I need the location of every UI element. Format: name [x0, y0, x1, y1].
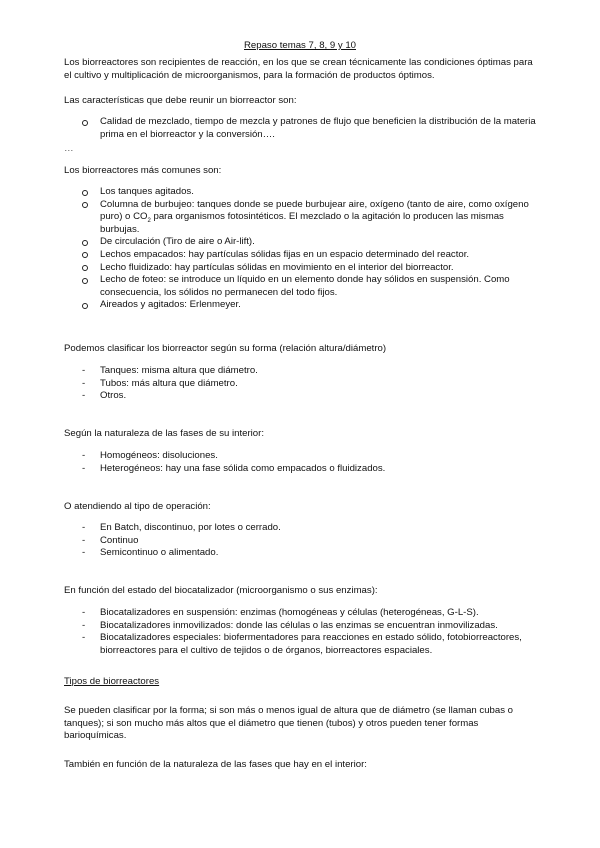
dash-bullet-icon: - — [82, 619, 86, 631]
dash-bullet-icon: - — [82, 632, 86, 644]
circle-bullet-icon — [82, 303, 88, 309]
list-item: - Semicontinuo o alimentado. — [82, 547, 219, 559]
page-title: Repaso temas 7, 8, 9 y 10 — [244, 40, 356, 51]
dash-bullet-icon: - — [82, 547, 86, 559]
biocat-list — [82, 607, 542, 657]
list-item: Columna de burbujeo: tanques donde se puede burbujear aire, oxígeno (tanto de aire, como oxígeno puro) o $CO_2$ para organismos fotosintéticos. El mezclado o la agitación lo producen las mismas burbujas. — [82, 199, 542, 237]
comunes-list — [82, 186, 542, 312]
list-item: Los tanques agitados. — [82, 186, 542, 199]
circle-bullet-icon — [82, 240, 88, 246]
list-item: - Biocatalizadores inmovilizados: donde las células o las enzimas se encuentran inmovilizadas. — [82, 619, 498, 631]
caracteristicas-list — [82, 116, 542, 141]
circle-bullet-icon — [82, 202, 88, 208]
forma-list — [82, 365, 542, 403]
list-item: - Tanques: misma altura que diámetro. — [82, 365, 258, 376]
list-item: Lecho fluidizado: hay partículas sólidas en movimiento en el interior del biorreactor. — [82, 262, 542, 275]
circle-bullet-icon — [82, 120, 88, 126]
comunes-heading: Los biorreactores más comunes son: — [64, 165, 222, 176]
fases-list — [82, 450, 542, 475]
dash-bullet-icon: - — [82, 534, 86, 546]
ellipsis-line: … — [64, 143, 74, 154]
caracteristicas-heading: Las características que debe reunir un biorreactor son: — [64, 95, 297, 106]
dash-bullet-icon: - — [82, 365, 86, 376]
list-item: Lechos empacados: hay partículas sólidas fijas en un espacio determinado del reactor. — [82, 249, 542, 262]
circle-bullet-icon — [82, 190, 88, 196]
biocat-heading: En función del estado del biocatalizador (microorganismo o sus enzimas): — [64, 585, 378, 596]
list-item: - Biocatalizadores en suspensión: enzimas (homogéneas y células (heterogéneas, G-L-S). — [82, 607, 479, 618]
list-item: Lecho de foteo: se introduce un líquido en un elemento donde hay sólidos en suspensión. Como consecuencia, los sólidos no permanecen del todo fijos. — [82, 274, 542, 299]
circle-bullet-icon — [82, 265, 88, 271]
list-item: De circulación (Tiro de aire o Air-lift). — [82, 236, 542, 249]
dash-bullet-icon: - — [82, 450, 86, 461]
dash-bullet-icon: - — [82, 522, 86, 533]
list-item: - Biocatalizadores especiales: biofermentadores para reacciones en estado sólido, fotobiorreactores, biorreactores para el cultivo de tejidos o de órganos, biorreactores espaciales. — [82, 632, 522, 656]
dash-bullet-icon: - — [82, 607, 86, 618]
fases-heading: Según la naturaleza de las fases de su interior: — [64, 428, 264, 439]
list-item: Aireados y agitados: Erlenmeyer. — [82, 299, 542, 312]
list-item: - Homogéneos: disoluciones. — [82, 450, 218, 461]
tipos-paragraph-2: También en función de la naturaleza de las fases que hay en el interior: — [64, 759, 367, 770]
list-item: - Otros. — [82, 390, 127, 402]
dash-bullet-icon: - — [82, 462, 86, 474]
dash-bullet-icon: - — [82, 390, 86, 402]
list-item: - En Batch, discontinuo, por lotes o cerrado. — [82, 522, 281, 533]
circle-bullet-icon — [82, 252, 88, 258]
operacion-list — [82, 522, 542, 560]
list-item: - Tubos: más altura que diámetro. — [82, 377, 238, 389]
operacion-heading: O atendiendo al tipo de operación: — [64, 501, 211, 512]
list-item: Calidad de mezclado, tiempo de mezcla y patrones de flujo que beneficien la distribución de la materia prima en el biorreactor y la conversión…. — [82, 116, 542, 141]
tipos-paragraph-1: Se pueden clasificar por la forma; si son más o menos igual de altura que de diámetro (se llaman cubas o tanques); si son mucho más altos que el diámetro que tienen (tubos) y otros pueden tener formas barioquímicas. — [64, 705, 514, 742]
dash-bullet-icon: - — [82, 377, 86, 389]
circle-bullet-icon — [82, 278, 88, 284]
list-item: - Heterogéneos: hay una fase sólida como empacados o fluidizados. — [82, 462, 386, 474]
intro-paragraph: Los biorreactores son recipientes de reacción, en los que se crean técnicamente las condiciones óptimas para el cultivo y multiplicación de microorganismos, para la formación de productos óptimos. — [64, 57, 533, 81]
forma-heading: Podemos clasificar los biorreactor según su forma (relación altura/diámetro) — [64, 343, 387, 354]
list-item: - Continuo — [82, 534, 139, 546]
tipos-heading: Tipos de biorreactores — [64, 676, 160, 687]
